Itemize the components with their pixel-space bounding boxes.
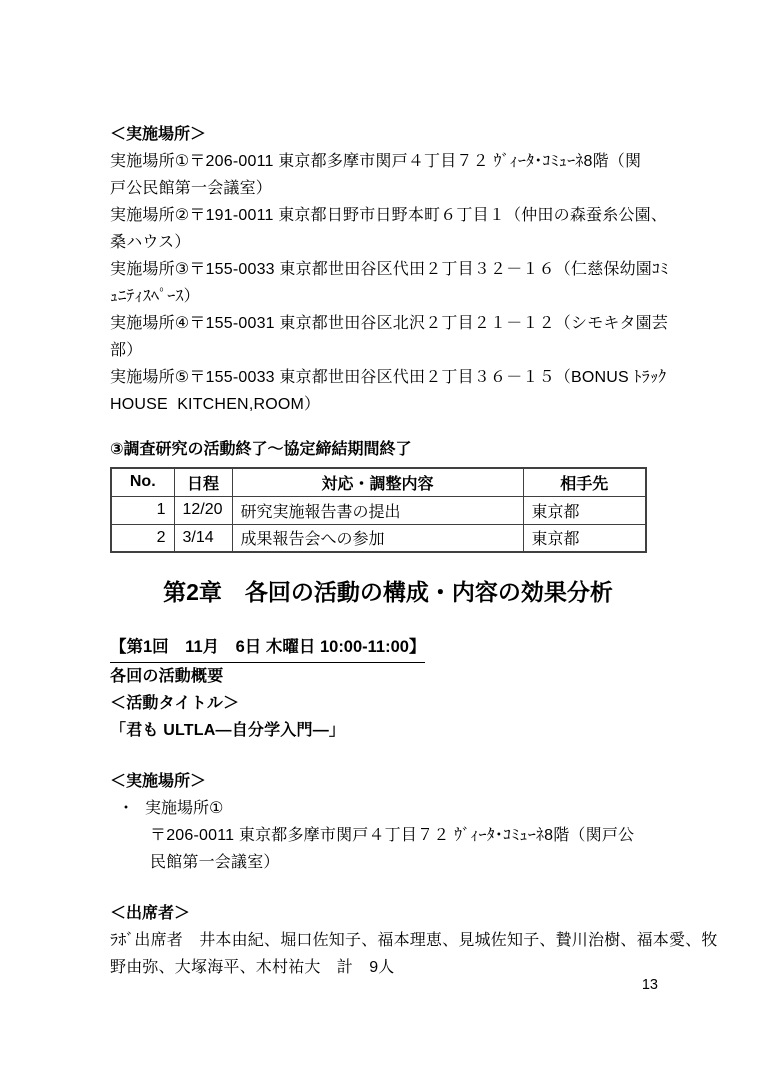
location-line: 実施場所②〒191-0011 東京都日野市日野本町６丁目１（仲田の森蚕糸公園、 — [110, 207, 668, 224]
session1-address-line: 民館第一会議室） — [150, 854, 280, 871]
table-row — [111, 496, 646, 524]
table-cell-content: 研究実施報告書の提出 — [232, 496, 523, 524]
table-cell-party: 東京都 — [523, 524, 646, 552]
table-cell-party: 東京都 — [523, 496, 646, 524]
session1-header-wrap — [110, 633, 666, 663]
location-line: 部） — [110, 342, 143, 359]
schedule-table — [110, 467, 647, 553]
location-line: 実施場所⑤〒155-0033 東京都世田谷区代田２丁目３６－１５（BONUS ﾄﾗｯｸ — [110, 369, 667, 386]
location-bullet-row — [110, 795, 666, 822]
spacer — [110, 744, 666, 768]
attendees-label: ＜出席者＞ — [110, 905, 191, 922]
location-line: 実施場所③〒155-0033 東京都世田谷区代田２丁目３２－１６（仁慈保幼園ｺﾐ — [110, 261, 669, 278]
table-header-row — [111, 468, 646, 496]
table-header-party: 相手先 — [523, 468, 646, 496]
table-header-content: 対応・調整内容 — [232, 468, 523, 496]
activity-title: 「君も ULTLA―自分学入門―」 — [110, 722, 346, 739]
location-line: 実施場所①〒206-0011 東京都多摩市関戸４丁目７２ ｳﾞｨｰﾀ･ｺﾐｭｰﾈ8階（関 — [110, 153, 642, 170]
session1-overview-label: 各回の活動概要 — [110, 668, 224, 685]
location-line: 実施場所④〒155-0031 東京都世田谷区北沢２丁目２１－１２（シモキタ園芸 — [110, 315, 669, 332]
attendees-line: 野由弥、大塚海平、木村祐大 計 9人 — [110, 959, 395, 976]
location-line: 戸公民館第一会議室） — [110, 180, 273, 197]
page-content — [110, 121, 718, 981]
page-number: 13 — [641, 977, 658, 993]
location-line: ｭﾆﾃｨｽﾍﾟｰｽ） — [110, 288, 200, 305]
chapter2-title: 第2章 各回の活動の構成・内容の効果分析 — [163, 579, 613, 605]
table-header-date: 日程 — [174, 468, 232, 496]
phase3-heading: ③調査研究の活動終了～協定締結期間終了 — [110, 441, 412, 458]
session1-header: 【第1回 11月 6日 木曜日 10:00-11:00】 — [110, 633, 425, 663]
spacer — [110, 876, 666, 900]
bullet-icon: ・ — [118, 800, 135, 817]
session1-location-name: 実施場所① — [145, 800, 224, 817]
table-cell-no: 1 — [111, 496, 174, 524]
table-cell-content: 成果報告会への参加 — [232, 524, 523, 552]
location-line: HOUSE KITCHEN,ROOM） — [110, 396, 321, 413]
activity-title-label: ＜活動タイトル＞ — [110, 695, 240, 712]
table-cell-date: 12/20 — [174, 496, 232, 524]
locations-section-heading: ＜実施場所＞ — [110, 126, 207, 143]
session1-address-line: 〒206-0011 東京都多摩市関戸４丁目７２ ｳﾞｨｰﾀ･ｺﾐｭｰﾈ8階（関戸公 — [150, 827, 635, 844]
location-line: 桑ハウス） — [110, 234, 191, 251]
table-cell-no: 2 — [111, 524, 174, 552]
session1-location-label: ＜実施場所＞ — [110, 773, 207, 790]
table-header-no: No. — [111, 468, 174, 496]
attendees-line: ﾗﾎﾞ出席者 井本由紀、堀口佐知子、福本理恵、見城佐知子、贄川治樹、福本愛、牧 — [110, 932, 718, 949]
table-row — [111, 524, 646, 552]
table-cell-date: 3/14 — [174, 524, 232, 552]
